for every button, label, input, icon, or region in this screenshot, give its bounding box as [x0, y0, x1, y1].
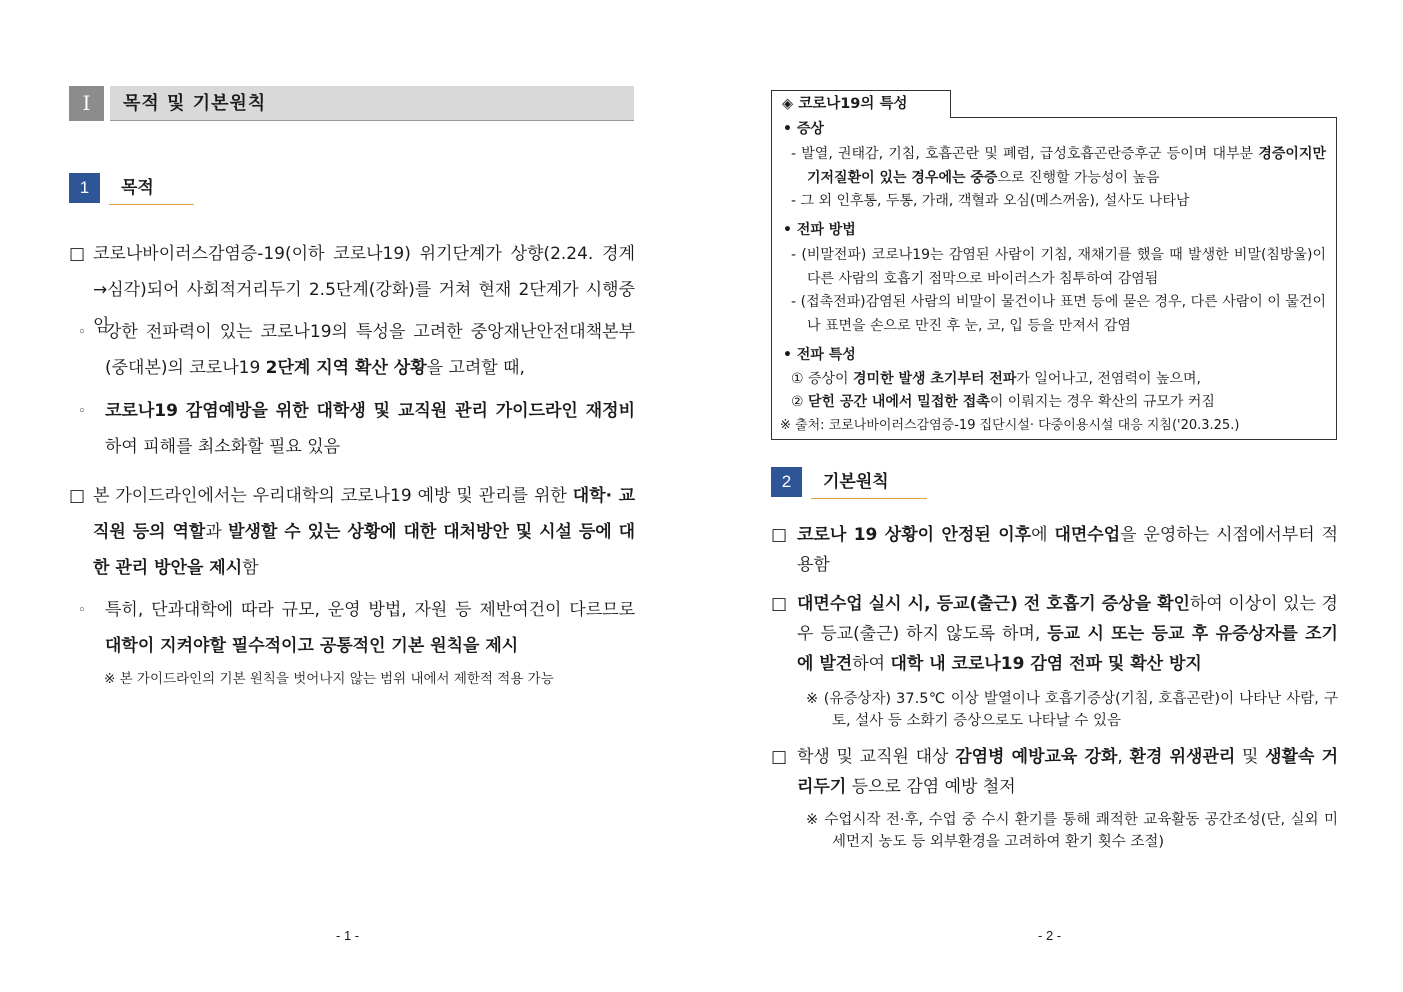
feature-heading: • 전파 특성 [783, 347, 856, 363]
section-number: 1 [69, 173, 100, 203]
note-ventilation: ※ 수업시작 전·후, 수업 중 수시 환기를 통해 쾌적한 교육활동 공간조성(단, 실외 미세먼지 농도 등 외부환경을 고려하여 환기 횟수 조절) [806, 812, 1338, 850]
principle-application-timing: □ 코로나 19 상황이 안정된 이후에 대면수업을 운영하는 시점에서부터 적용함 [771, 520, 1338, 580]
feature-item: ② 닫힌 공간 내에서 밀접한 접촉이 이뤄지는 경우 확산의 규모가 커짐 [791, 394, 1215, 410]
transmission-item: - (접촉전파)감염된 사람의 비말이 물건이나 표면 등에 묻은 경우, 다른 사람이 이 물건이나 표면을 손으로 만진 후 눈, 코, 입 등을 만져서 감염 [791, 294, 1326, 334]
paragraph-guideline-scope [69, 478, 635, 586]
source-note: ※ 출처: 코로나바이러스감염증-19 집단시설· 다중이용시설 대응 지침('20.3.25.) [780, 418, 1240, 433]
square-bullet: □ [771, 525, 788, 545]
section-title: 목적 [109, 173, 194, 205]
note-symptomatic: ※ (유증상자) 37.5℃ 이상 발열이나 호흡기증상(기침, 호흡곤란)이 나타난 사람, 구토, 설사 등 소화기 증상으로도 나타날 수 있음 [806, 691, 1338, 729]
symptom-item: - 발열, 권태감, 기침, 호흡곤란 및 폐렴, 급성호흡곤란증후군 등이며 대부분 경증이지만 기저질환이 있는 경우에는 중증으로 진행할 가능성이 높음 [791, 146, 1326, 186]
note-limited-application: ※ 본 가이드라인의 기본 원칙을 벗어나지 않는 범위 내에서 제한적 적용 가능 [104, 671, 554, 687]
circle-bullet: ◦ [78, 603, 86, 618]
principle-prevention-education: □ 학생 및 교직원 대상 감염병 예방교육 강화, 환경 위생관리 및 생활속 거리두기 등으로 감염 예방 철저 [771, 742, 1338, 802]
subparagraph-guideline-revision [78, 393, 635, 465]
symptom-heading: • 증상 [783, 121, 824, 137]
transmission-item: - (비말전파) 코로나19는 감염된 사람이 기침, 재채기를 했을 때 발생한 비말(침방울)이 다른 사람의 호흡기 점막으로 바이러스가 침투하여 감염됨 [791, 247, 1326, 287]
section-title: 기본원칙 [811, 467, 927, 499]
symptom-item: - 그 외 인후통, 두통, 가래, 객혈과 오심(메스꺼움), 설사도 나타남 [791, 193, 1190, 209]
paragraph-text: 본 가이드라인에서는 우리대학의 코로나19 예방 및 관리를 위한 대학· 교직원 등의 역할과 발생할 수 있는 상황에 대한 대처방안 및 시설 등에 대한 관리 방안을 제시함 [93, 486, 635, 578]
square-bullet: □ [771, 594, 788, 614]
subparagraph-text: 강한 전파력이 있는 코로나19의 특성을 고려한 중앙재난안전대책본부(중대본)의 코로나19 2단계 지역 확산 상황을 고려할 때, [105, 322, 635, 378]
circle-bullet: ◦ [78, 325, 86, 340]
transmission-heading: • 전파 방법 [783, 222, 856, 238]
info-box-title: ◈ 코로나19의 특성 [771, 90, 951, 118]
subparagraph-common-principles [78, 592, 635, 664]
subparagraph-characteristics [78, 314, 635, 386]
chapter-title: 목적 및 기본원칙 [110, 86, 634, 121]
paragraph-text: 코로나바이러스감염증-19(이하 코로나19) 위기단계가 상향(2.24. 경계→심각)되어 사회적거리두기 2.5단계(강화)를 거쳐 현재 2단계가 시행중임 [93, 244, 635, 336]
chapter-number: Ⅰ [69, 86, 104, 121]
principle-symptom-check: □ 대면수업 실시 시, 등교(출근) 전 호흡기 증상을 확인하여 이상이 있는 경우 등교(출근) 하지 않도록 하며, 등교 시 또는 등교 후 유증상자를 조기에 발견하여 대학 내 코로나19 감염 전파 및 확산 방지 [771, 589, 1338, 679]
square-bullet: □ [771, 747, 788, 767]
feature-item: ① 증상이 경미한 발생 초기부터 전파가 일어나고, 전염력이 높으며, [791, 371, 1201, 387]
chapter-heading [69, 86, 634, 121]
square-bullet: □ [69, 486, 86, 506]
subparagraph-text: 코로나19 감염예방을 위한 대학생 및 교직원 관리 가이드라인 재정비하여 피해를 최소화할 필요 있음 [105, 401, 635, 457]
page-number-right: - 2 - [1038, 928, 1062, 943]
square-bullet: □ [69, 244, 86, 264]
subparagraph-text: 특히, 단과대학에 따라 규모, 운영 방법, 자원 등 제반여건이 다르므로 대학이 지켜야할 필수적이고 공통적인 기본 원칙을 제시 [105, 600, 635, 656]
page-number-left: - 1 - [336, 928, 360, 943]
section-number: 2 [771, 467, 802, 497]
circle-bullet: ◦ [78, 404, 86, 419]
